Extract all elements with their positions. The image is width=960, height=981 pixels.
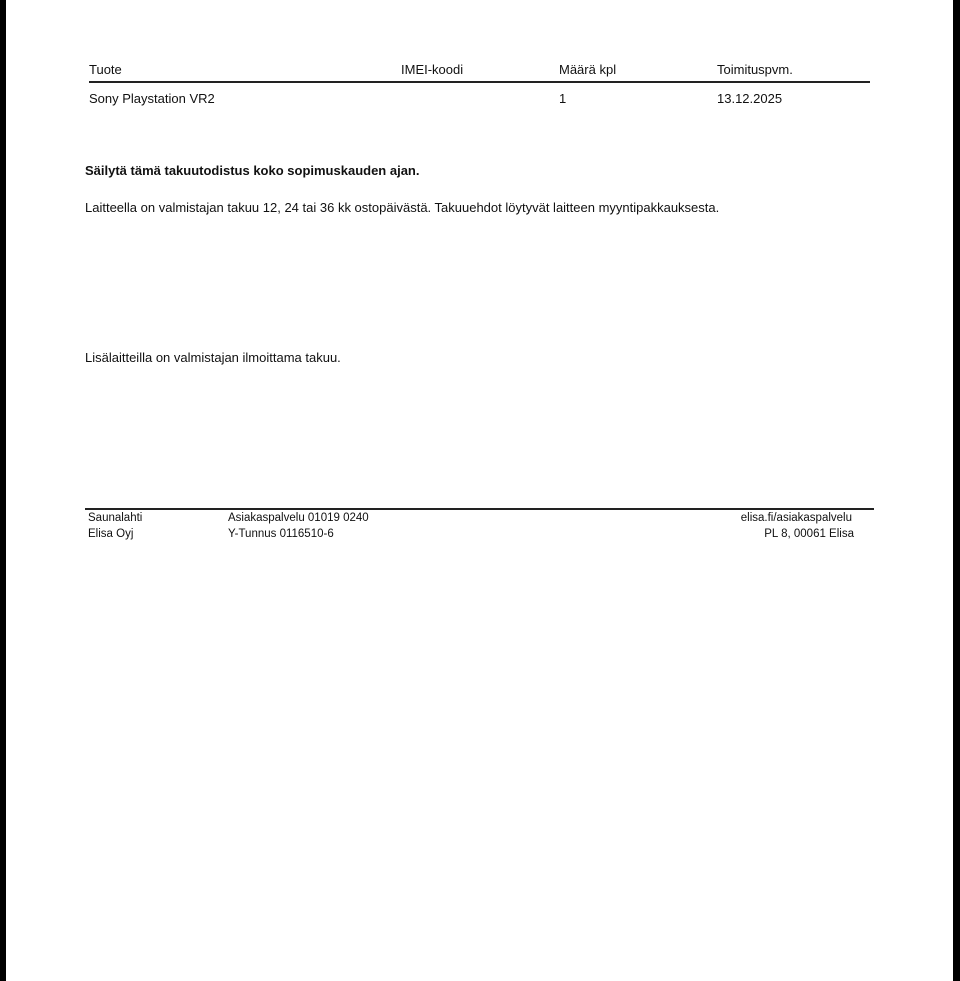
document-page — [6, 0, 953, 981]
footer-website: elisa.fi/asiakaspalvelu — [740, 512, 852, 524]
footer-brand: Saunalahti — [88, 512, 143, 524]
row-product: Sony Playstation VR2 — [89, 91, 215, 106]
footer-company: Elisa Oyj — [88, 528, 134, 540]
footer-customer-service: Asiakaspalvelu 01019 0240 — [228, 512, 369, 524]
table-header-divider — [89, 81, 870, 83]
header-product: Tuote — [89, 62, 122, 77]
table-row — [89, 89, 870, 109]
table-header — [89, 60, 870, 80]
header-quantity: Määrä kpl — [559, 62, 617, 77]
footer-address: PL 8, 00061 Elisa — [764, 528, 854, 540]
header-imei: IMEI-koodi — [401, 62, 464, 77]
row-delivery-date: 13.12.2025 — [717, 91, 783, 106]
footer — [85, 510, 874, 546]
row-quantity: 1 — [559, 91, 567, 106]
footer-business-id: Y-Tunnus 0116510-6 — [228, 528, 334, 540]
warranty-text: Laitteella on valmistajan takuu 12, 24 tai 36 kk ostopäivästä. Takuuehdot löytyvät laitteen myyntipakkauksesta. — [85, 200, 720, 215]
header-delivery-date: Toimituspvm. — [717, 62, 793, 77]
keep-certificate-notice: Säilytä tämä takuutodistus koko sopimuskauden ajan. — [85, 163, 420, 178]
accessories-warranty-text: Lisälaitteilla on valmistajan ilmoittama takuu. — [85, 350, 341, 365]
